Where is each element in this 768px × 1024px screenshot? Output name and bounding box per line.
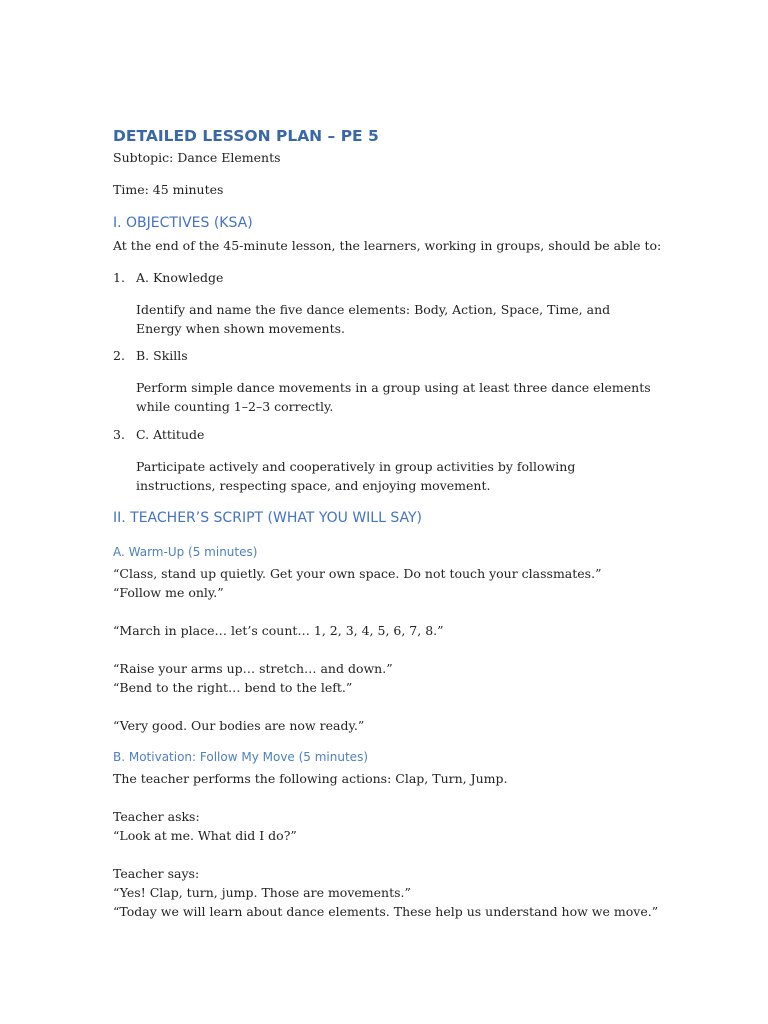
objectives-heading: I. OBJECTIVES (KSA) xyxy=(113,215,253,231)
list-number: 2. xyxy=(113,348,125,363)
objectives-intro: At the end of the 45-minute lesson, the learners, working in groups, should be able to: xyxy=(113,238,662,253)
document-title: DETAILED LESSON PLAN – PE 5 xyxy=(113,127,379,145)
motivation-line: Teacher asks: xyxy=(113,809,200,824)
motivation-line: Teacher says: xyxy=(113,866,200,881)
warmup-line: “Bend to the right… bend to the left.” xyxy=(113,680,353,695)
motivation-line: “Today we will learn about dance elements. These help us understand how we move.” xyxy=(113,904,659,919)
objective-label: C. Attitude xyxy=(136,427,205,442)
motivation-line: “Look at me. What did I do?” xyxy=(113,828,297,843)
warmup-line: “Class, stand up quietly. Get your own space. Do not touch your classmates.” xyxy=(113,566,602,581)
list-number: 3. xyxy=(113,427,125,442)
warmup-line: “Very good. Our bodies are now ready.” xyxy=(113,718,365,733)
teachers-script-heading: II. TEACHER’S SCRIPT (WHAT YOU WILL SAY) xyxy=(113,510,423,526)
subtopic-line: Subtopic: Dance Elements xyxy=(113,150,281,165)
motivation-heading: B. Motivation: Follow My Move (5 minutes) xyxy=(113,750,368,764)
objective-description: Identify and name the five dance elements: Body, Action, Space, Time, and Energy when shown movements. xyxy=(136,302,611,336)
objective-description: Participate actively and cooperatively in group activities by following instructions, respecting space, and enjoying movement. xyxy=(136,459,576,493)
list-number: 1. xyxy=(113,270,125,285)
objective-label: B. Skills xyxy=(136,348,188,363)
motivation-line: The teacher performs the following actions: Clap, Turn, Jump. xyxy=(113,771,508,786)
motivation-line: “Yes! Clap, turn, jump. Those are movements.” xyxy=(113,885,411,900)
objective-label: A. Knowledge xyxy=(136,270,224,285)
warmup-line: “Follow me only.” xyxy=(113,585,224,600)
warmup-line: “March in place… let’s count… 1, 2, 3, 4, 5, 6, 7, 8.” xyxy=(113,623,444,638)
warmup-heading: A. Warm-Up (5 minutes) xyxy=(113,545,258,559)
time-line: Time: 45 minutes xyxy=(113,182,224,197)
warmup-line: “Raise your arms up… stretch… and down.” xyxy=(113,661,393,676)
objective-description: Perform simple dance movements in a group using at least three dance elements while counting 1–2–3 correctly. xyxy=(136,380,651,414)
